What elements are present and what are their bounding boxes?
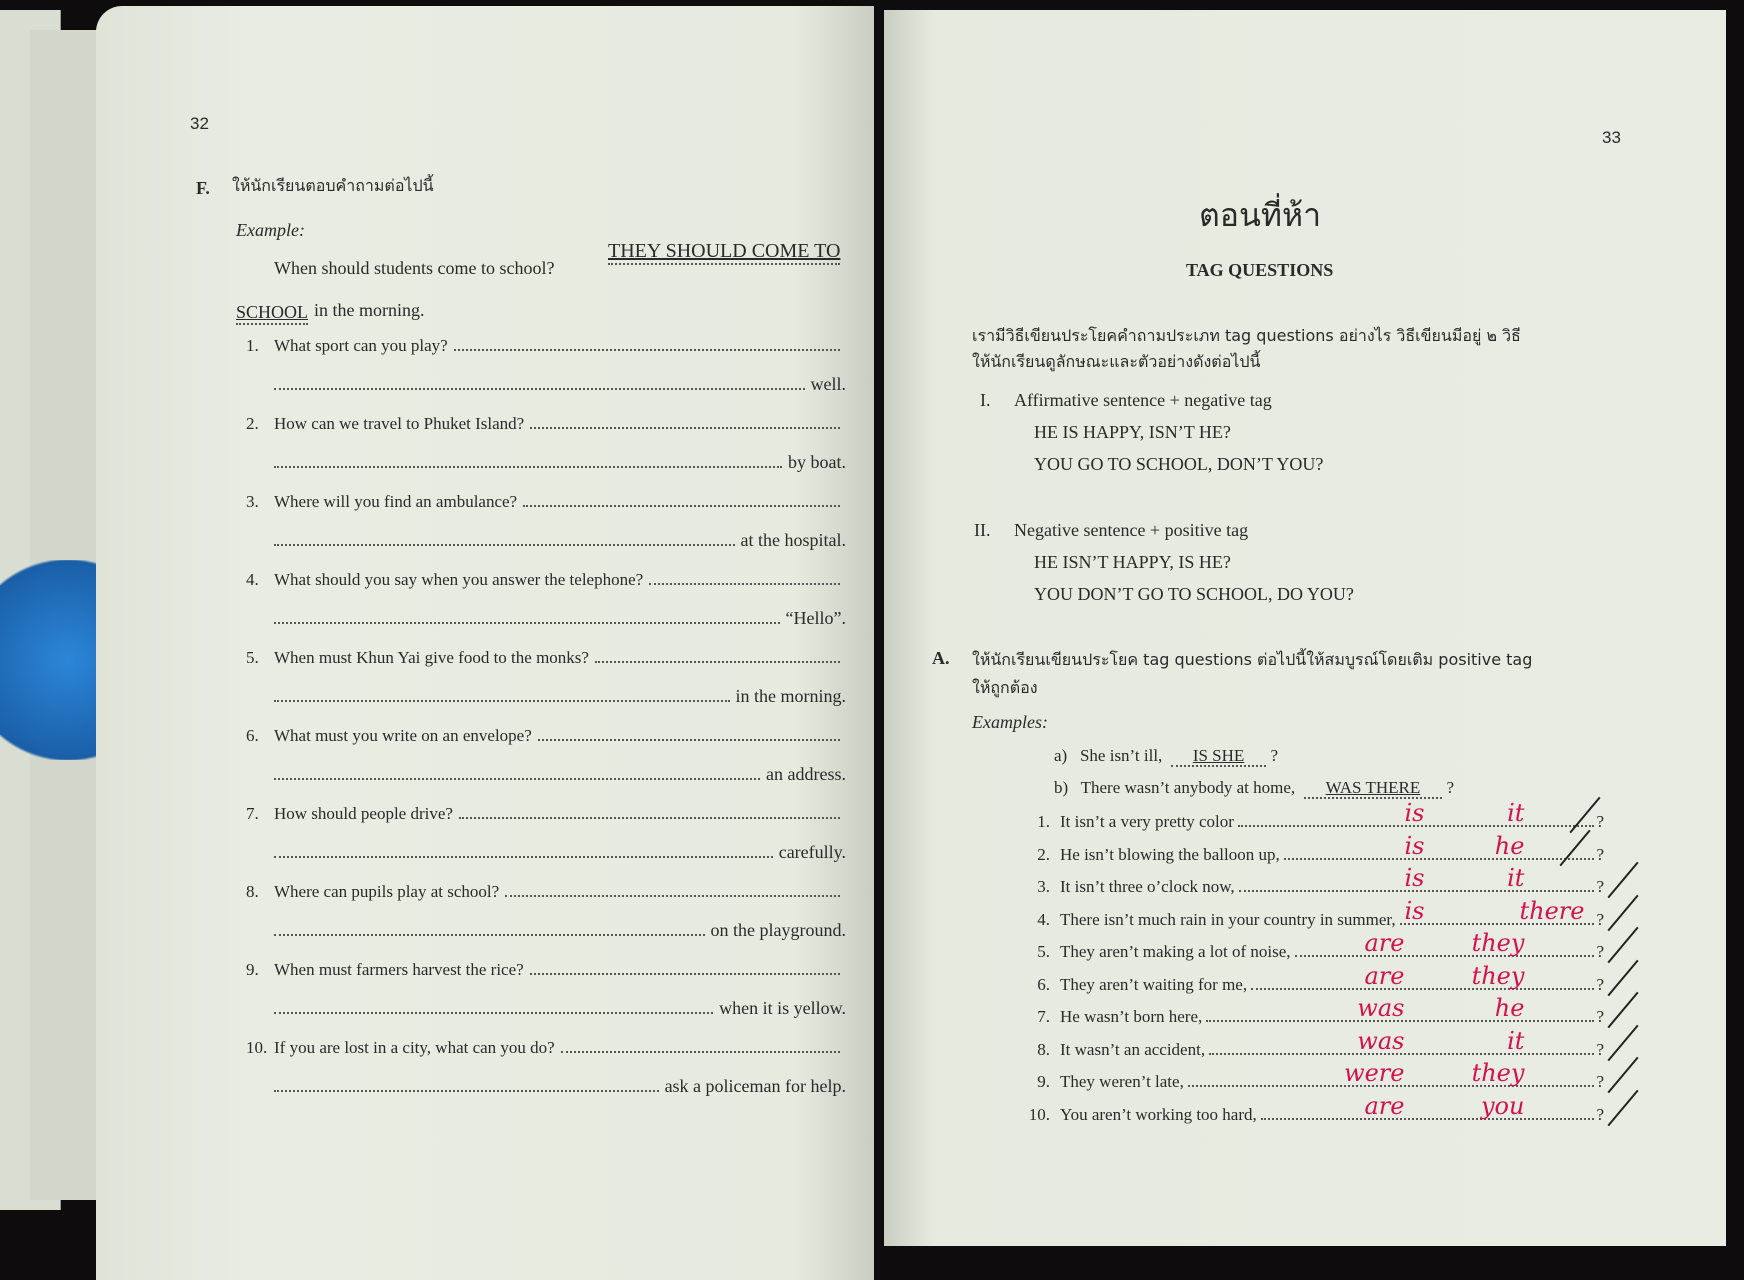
handwritten-answer: he <box>1494 831 1525 860</box>
answer-ending: ask a policeman for help. <box>664 1076 846 1096</box>
answer-blank[interactable] <box>505 882 840 897</box>
question-row <box>246 336 846 356</box>
answer-blank[interactable] <box>1251 961 1594 990</box>
answer-blank[interactable] <box>274 920 705 936</box>
check-mark-icon <box>1607 894 1638 931</box>
exercise-row <box>1024 896 1604 930</box>
rule-example: HE ISN’T HAPPY, IS HE? <box>1034 552 1231 572</box>
question-number: 1. <box>246 336 259 355</box>
page-number: 33 <box>1602 128 1621 147</box>
rule-number: II. <box>974 520 991 540</box>
item-sentence: They weren’t late, <box>1060 1072 1184 1091</box>
exercise-row <box>1024 831 1604 865</box>
item-sentence: It wasn’t an accident, <box>1060 1039 1206 1059</box>
answer-line <box>274 530 846 551</box>
exercise-row <box>1024 799 1604 832</box>
answer-line <box>274 608 846 629</box>
rule-example: YOU GO TO SCHOOL, DON’T YOU? <box>1034 454 1324 474</box>
answer-blank[interactable] <box>274 374 805 390</box>
check-mark-icon <box>1607 959 1638 996</box>
answer-blank[interactable] <box>1188 1059 1595 1087</box>
question-number: 2. <box>246 414 259 433</box>
item-number: 1. <box>1037 812 1050 831</box>
handwritten-answer: you <box>1480 1091 1525 1120</box>
answer-blank[interactable] <box>530 960 840 975</box>
answer-blank[interactable] <box>274 686 730 702</box>
handwritten-answer: is <box>1404 864 1425 892</box>
handwritten-answer: were <box>1344 1059 1405 1087</box>
exercise-letter: A. <box>932 648 950 668</box>
question-mark: ? <box>1446 778 1455 797</box>
question-row <box>246 804 846 824</box>
question-number: 9. <box>246 960 259 979</box>
exercise-row <box>1024 929 1604 962</box>
example-num: a) <box>1054 746 1068 765</box>
left-page <box>96 6 874 1280</box>
question-number: 7. <box>246 804 259 823</box>
answer-blank[interactable] <box>1284 831 1595 860</box>
question-text: If you are lost in a city, what can you do? <box>274 1038 555 1057</box>
item-sentence: It isn’t a very pretty color <box>1060 812 1234 831</box>
intro-line: เรามีวิธีเขียนประโยคคำถามประเภท tag questions อย่างไร วิธีเขียนมีอยู่ ๒ วิธี <box>972 326 1521 345</box>
question-text: When must Khun Yai give food to the monks? <box>274 648 589 667</box>
answer-ending: at the hospital. <box>740 530 846 550</box>
item-number: 9. <box>1037 1072 1050 1091</box>
answer-line <box>274 920 846 941</box>
answer-ending: in the morning. <box>735 686 846 706</box>
handwritten-answer: they <box>1471 961 1525 990</box>
handwritten-answer: there <box>1519 896 1585 925</box>
rule-title: Affirmative sentence + negative tag <box>1014 390 1272 410</box>
example-sentence: There wasn’t anybody at home, <box>1080 778 1296 797</box>
handwritten-answer: it <box>1507 864 1525 892</box>
handwritten-answer: they <box>1471 1059 1525 1087</box>
answer-line <box>274 764 846 785</box>
answer-line <box>274 998 846 1019</box>
subtitle: TAG QUESTIONS <box>1186 260 1334 280</box>
question-number: 4. <box>246 570 259 589</box>
answer-blank[interactable] <box>530 414 840 429</box>
check-mark-icon <box>1607 862 1638 899</box>
example-sentence: She isn’t ill, <box>1079 746 1163 765</box>
item-number: 6. <box>1037 974 1050 994</box>
exercise-row <box>1024 961 1604 995</box>
question-mark: ? <box>1596 942 1604 961</box>
answer-ending: by boat. <box>788 452 846 472</box>
question-number: 3. <box>246 492 259 511</box>
handwritten-answer: they <box>1471 929 1525 957</box>
question-text: What sport can you play? <box>274 336 448 355</box>
exercise-row <box>1024 1026 1604 1060</box>
right-page <box>884 10 1726 1246</box>
question-text: When must farmers harvest the rice? <box>274 960 524 979</box>
answer-line <box>274 452 846 473</box>
answer-blank[interactable] <box>274 842 773 858</box>
example-answer: IS SHE <box>1171 746 1266 767</box>
item-sentence: They aren’t making a lot of noise, <box>1060 942 1291 961</box>
answer-blank[interactable] <box>1238 799 1595 827</box>
answer-blank[interactable] <box>454 336 840 351</box>
question-text: What must you write on an envelope? <box>274 726 532 745</box>
answer-blank[interactable] <box>459 804 840 819</box>
question-text: What should you say when you answer the telephone? <box>274 570 644 589</box>
item-number: 10. <box>1028 1104 1050 1124</box>
check-mark-icon <box>1607 1057 1638 1094</box>
examples-label: Examples: <box>972 712 1048 732</box>
example-row <box>1054 778 1454 798</box>
question-mark: ? <box>1596 812 1604 831</box>
item-number: 2. <box>1037 844 1050 864</box>
question-row <box>246 882 846 902</box>
handwritten-answer: it <box>1507 799 1525 827</box>
example-question: When should students come to school? <box>274 258 555 278</box>
answer-ending: “Hello”. <box>785 608 846 628</box>
question-row <box>246 570 846 590</box>
question-number: 10. <box>246 1038 268 1057</box>
question-mark: ? <box>1596 877 1604 896</box>
question-mark: ? <box>1596 1039 1604 1059</box>
item-sentence: There isn’t much rain in your country in summer, <box>1060 909 1396 929</box>
answer-blank[interactable] <box>1209 1026 1594 1055</box>
example-row <box>1054 746 1278 766</box>
rule-example: HE IS HAPPY, ISN’T HE? <box>1034 422 1231 442</box>
answer-blank[interactable] <box>649 570 840 585</box>
check-mark-icon <box>1607 1024 1638 1061</box>
answer-blank[interactable] <box>523 492 840 507</box>
answer-ending: on the playground. <box>710 920 846 940</box>
answer-line <box>274 686 846 707</box>
answer-blank[interactable] <box>1295 929 1595 957</box>
rule-example: YOU DON’T GO TO SCHOOL, DO YOU? <box>1034 584 1354 604</box>
answer-ending: when it is yellow. <box>719 998 846 1018</box>
exercise-instruction: ให้ถูกต้อง <box>972 678 1038 697</box>
answer-blank[interactable] <box>274 530 735 546</box>
section-letter: F. <box>196 178 210 198</box>
answer-blank[interactable] <box>595 648 840 663</box>
question-mark: ? <box>1596 974 1604 994</box>
handwritten-answer: he <box>1494 994 1525 1022</box>
question-mark: ? <box>1596 844 1604 864</box>
answer-blank[interactable] <box>1400 896 1595 925</box>
question-mark: ? <box>1596 1104 1604 1124</box>
item-number: 5. <box>1037 942 1050 961</box>
answer-ending: well. <box>810 374 846 394</box>
rule-title: Negative sentence + positive tag <box>1014 520 1249 540</box>
answer-line <box>274 374 846 395</box>
answer-line <box>274 842 846 863</box>
item-sentence: They aren’t waiting for me, <box>1060 974 1248 994</box>
question-row <box>246 960 846 980</box>
item-sentence: He wasn’t born here, <box>1060 1007 1203 1026</box>
question-text: Where will you find an ambulance? <box>274 492 518 511</box>
exercise-row <box>1024 1059 1604 1092</box>
answer-ending: carefully. <box>778 842 846 862</box>
answer-blank[interactable] <box>1239 864 1595 892</box>
question-text: How can we travel to Phuket Island? <box>274 414 525 433</box>
handwritten-answer: is <box>1404 831 1425 860</box>
question-row <box>246 492 846 512</box>
handwritten-answer: it <box>1507 1026 1525 1055</box>
answer-blank[interactable] <box>274 998 713 1014</box>
chapter-title: ตอนที่ห้า <box>1199 196 1322 234</box>
rule-number: I. <box>980 390 991 410</box>
answer-line <box>274 1076 846 1097</box>
exercise-row <box>1024 994 1604 1027</box>
question-text: How should people drive? <box>274 804 453 823</box>
item-sentence: You aren’t working too hard, <box>1060 1104 1257 1124</box>
example-label: Example: <box>236 220 305 240</box>
intro-line: ให้นักเรียนดูลักษณะและตัวอย่างดังต่อไปนี้ <box>972 352 1261 371</box>
handwritten-answer: are <box>1364 929 1405 957</box>
answer-blank[interactable] <box>538 726 840 741</box>
page-number: 32 <box>190 114 209 133</box>
question-row <box>246 414 846 434</box>
handwritten-answer: are <box>1364 1091 1405 1120</box>
check-mark-icon <box>1607 992 1638 1029</box>
handwritten-answer: is <box>1404 896 1425 925</box>
handwritten-answer: was <box>1357 994 1405 1022</box>
example-num: b) <box>1054 778 1069 797</box>
example-answer: THEY SHOULD COME TO <box>608 240 840 265</box>
exercise-row <box>1024 1091 1604 1125</box>
question-mark: ? <box>1270 746 1279 765</box>
question-row <box>246 648 846 668</box>
question-row <box>246 1038 846 1058</box>
handwritten-answer: are <box>1364 961 1405 990</box>
question-row <box>246 726 846 746</box>
check-mark-icon <box>1607 927 1638 964</box>
answer-blank[interactable] <box>1206 994 1594 1022</box>
handwritten-answer: was <box>1357 1026 1405 1055</box>
item-sentence: He isn’t blowing the balloon up, <box>1060 844 1280 864</box>
answer-blank[interactable] <box>274 1076 659 1092</box>
question-number: 6. <box>246 726 259 745</box>
handwritten-answer: is <box>1404 799 1425 827</box>
answer-blank[interactable] <box>274 764 760 780</box>
item-number: 7. <box>1037 1007 1050 1026</box>
question-mark: ? <box>1596 909 1604 929</box>
example-answer-cont: SCHOOL <box>236 302 308 325</box>
answer-blank[interactable] <box>274 608 780 624</box>
question-mark: ? <box>1596 1007 1604 1026</box>
question-number: 5. <box>246 648 259 667</box>
example-answer-rest: in the morning. <box>314 300 425 320</box>
answer-blank[interactable] <box>1261 1091 1595 1120</box>
item-number: 3. <box>1037 877 1050 896</box>
answer-blank[interactable] <box>561 1038 840 1053</box>
section-instruction: ให้นักเรียนตอบคำถามต่อไปนี้ <box>232 176 434 195</box>
question-mark: ? <box>1596 1072 1604 1091</box>
item-number: 4. <box>1037 909 1050 929</box>
answer-ending: an address. <box>766 764 846 784</box>
answer-blank[interactable] <box>274 452 782 468</box>
example-answer: WAS THERE <box>1304 778 1443 799</box>
question-number: 8. <box>246 882 259 901</box>
exercise-instruction: ให้นักเรียนเขียนประโยค tag questions ต่อไปนี้ให้สมบูรณ์โดยเติม positive tag <box>972 650 1533 669</box>
exercise-row <box>1024 864 1604 897</box>
item-number: 8. <box>1037 1039 1050 1059</box>
check-mark-icon <box>1607 1089 1638 1126</box>
item-sentence: It isn’t three o’clock now, <box>1060 877 1235 896</box>
question-text: Where can pupils play at school? <box>274 882 500 901</box>
